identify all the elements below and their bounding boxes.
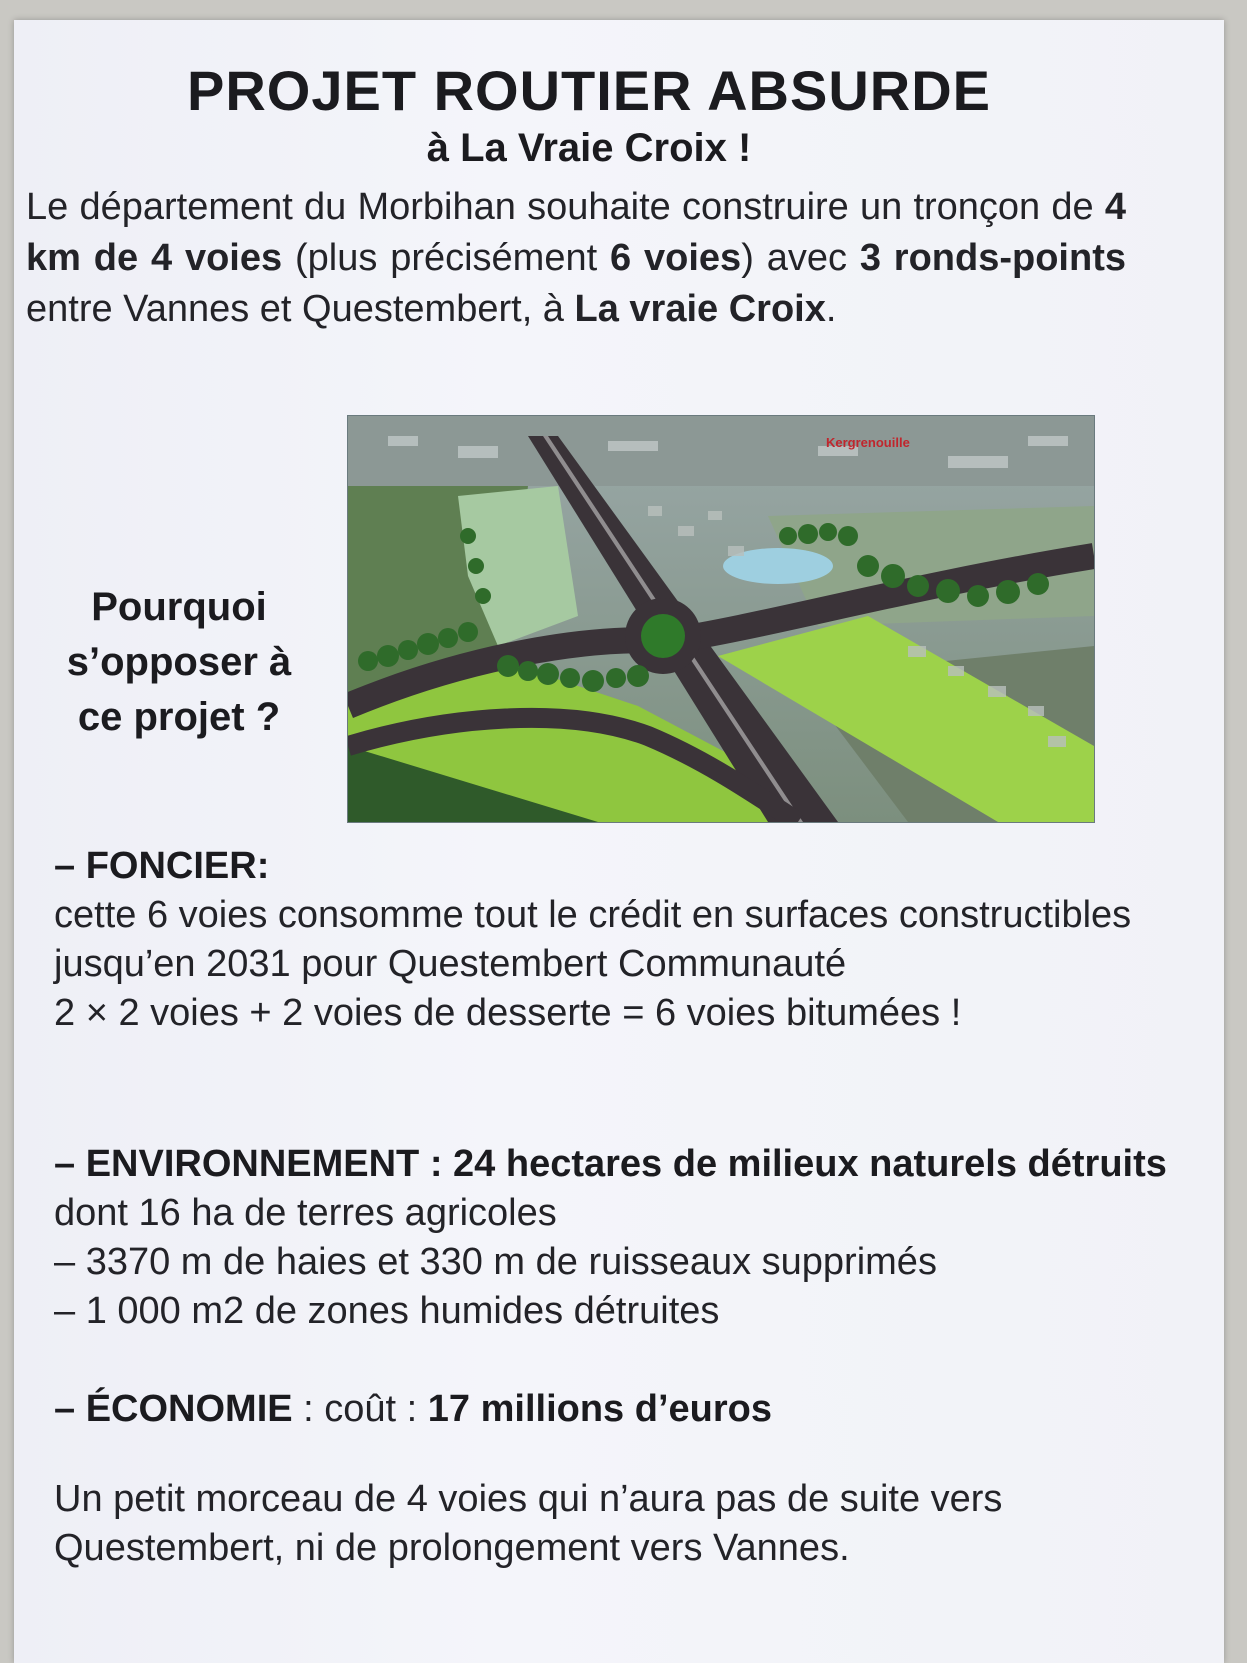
environnement-highlight: 24 hectares de milieux naturels détruits <box>453 1143 1167 1185</box>
foncier-heading: – FONCIER: <box>54 845 270 887</box>
section-economie <box>54 1385 1174 1434</box>
flyer-page <box>14 20 1224 1663</box>
aerial-place-label: Kergrenouille <box>826 435 910 450</box>
intro-highlight-roundabouts: 3 ronds-points <box>859 237 1126 279</box>
economie-heading: – ÉCONOMIE <box>54 1388 293 1430</box>
economie-cost-label: : coût : <box>292 1388 428 1430</box>
environnement-rest: dont 16 ha de terres agricoles <box>54 1192 557 1234</box>
intro-text: ) avec <box>741 237 860 279</box>
environnement-item-hedges: – 3370 m de haies et 330 m de ruisseaux supprimés <box>54 1241 937 1283</box>
foncier-line-2: 2 × 2 voies + 2 voies de desserte = 6 voies bitumées ! <box>54 992 962 1034</box>
intro-highlight-place: La vraie Croix <box>574 288 826 330</box>
intro-text: Le département du Morbihan souhaite construire un tronçon de <box>26 186 1105 228</box>
question-heading: Pourquoi s’opposer à ce projet ? <box>66 585 292 739</box>
environnement-item-wetlands: – 1 000 m2 de zones humides détruites <box>54 1290 720 1332</box>
flyer-subtitle: à La Vraie Croix ! <box>426 126 752 170</box>
conclusion-paragraph: Un petit morceau de 4 voies qui n’aura pas de suite vers Questembert, ni de prolongement vers Vannes. <box>54 1478 1003 1569</box>
intro-text: . <box>825 288 837 330</box>
section-environnement <box>54 1140 1174 1336</box>
aerial-view-illustration <box>348 416 1094 822</box>
intro-paragraph <box>26 182 1126 335</box>
foncier-line-1: cette 6 voies consomme tout le crédit en surfaces constructibles jusqu’en 2031 pour Questembert Communauté <box>54 894 1132 985</box>
environnement-heading: – ENVIRONNEMENT : <box>54 1143 454 1185</box>
intro-text: (plus précisément <box>282 237 611 279</box>
flyer-title: PROJET ROUTIER ABSURDE <box>186 59 991 122</box>
intro-text: entre Vannes et Questembert, à <box>26 288 575 330</box>
aerial-view-image <box>347 415 1095 823</box>
economie-cost-value: 17 millions d’euros <box>427 1388 772 1430</box>
intro-highlight-length: 4 km de 4 voies <box>26 186 1126 279</box>
section-foncier <box>54 842 1174 1038</box>
intro-highlight-lanes: 6 voies <box>610 237 742 279</box>
